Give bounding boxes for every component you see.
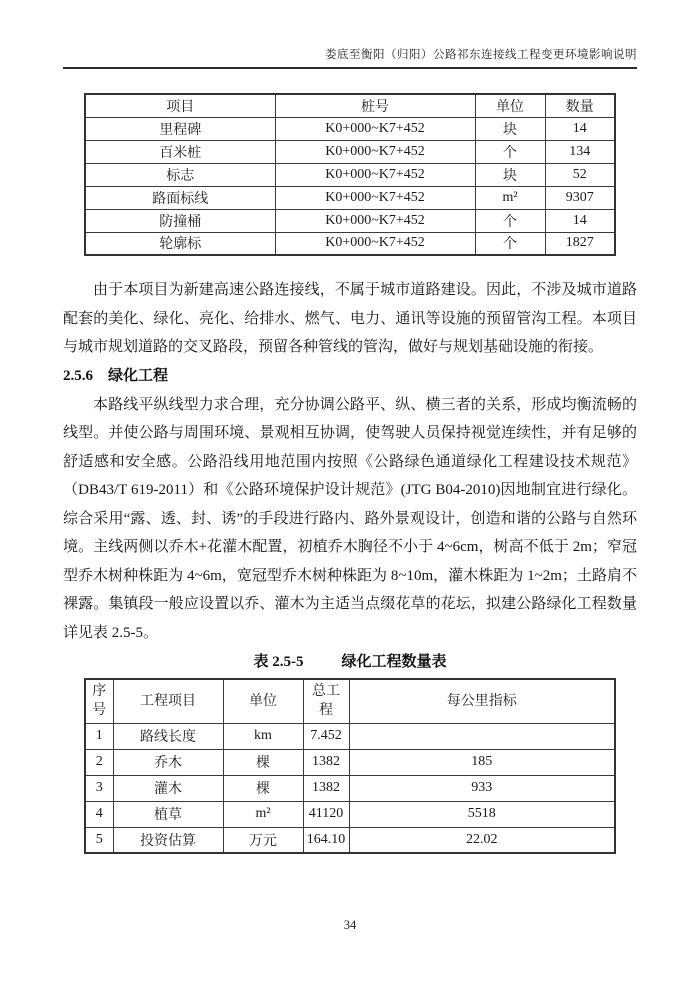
table-cell: 百米桩 xyxy=(85,140,275,163)
column-header: 单位 xyxy=(475,94,545,117)
table-cell: 标志 xyxy=(85,163,275,186)
table-cell: 5518 xyxy=(349,801,615,827)
table-cell: 路线长度 xyxy=(113,723,223,749)
table-header-row xyxy=(85,679,615,723)
column-header: 数量 xyxy=(545,94,615,117)
table-cell: 个 xyxy=(475,140,545,163)
table-cell: 个 xyxy=(475,232,545,255)
column-header: 工程项目 xyxy=(113,679,223,723)
table-cell: K0+000~K7+452 xyxy=(275,140,475,163)
table-cell: 134 xyxy=(545,140,615,163)
paragraph-greening-works: 本路线平纵线型力求合理，充分协调公路平、纵、横三者的关系，形成均衡流畅的线型。并使公路与周围环境、景观相互协调，使驾驶人员保持视觉连续性，并有足够的舒适感和安全感。公路沿线用地范围内按照《公路绿色通道绿化工程建设技术规范》（DB43/T 619-2011）和《公路环境保护设计规范》(JTG B04-2010)因地制宜进行绿化。综合采用“露、透、封、诱”的手段进行路内、路外景观设计，创造和谐的公路与自然环境。主线两侧以乔木+花灌木配置，初植乔木胸径不小于 4~6cm，树高不低于 2m；窄冠型乔木树种株距为 4~6m，宽冠型乔木树种株距为 8~10m，灌木株距为 1~2m；土路肩不裸露。集镇段一般应设置以乔、灌木为主适当点缀花草的花坛，拟建公路绿化工程数量详见表 2.5-5。 xyxy=(63,396,637,641)
table-cell: 灌木 xyxy=(113,775,223,801)
header-title: 娄底至衡阳（归阳）公路祁东连接线工程变更环境影响说明 xyxy=(325,49,637,61)
table-cell: 乔木 xyxy=(113,749,223,775)
table-cell: 路面标线 xyxy=(85,186,275,209)
table-row xyxy=(85,163,615,186)
greening-quantity-table xyxy=(84,678,616,854)
table-row xyxy=(85,209,615,232)
table-cell: 14 xyxy=(545,209,615,232)
table-cell: 185 xyxy=(349,749,615,775)
table-cell: 22.02 xyxy=(349,827,615,853)
signage-quantity-table xyxy=(84,93,616,256)
table-row xyxy=(85,775,615,801)
table-cell: 4 xyxy=(85,801,113,827)
paragraph-municipal-pipeline: 由于本项目为新建高速公路连接线，不属于城市道路建设。因此，不涉及城市道路配套的美化、绿化、亮化、给排水、燃气、电力、通讯等设施的预留管沟工程。本项目与城市规划道路的交叉路段，预留各种管线的管沟，做好与规划基础设施的衔接。 xyxy=(63,282,637,355)
table-cell: K0+000~K7+452 xyxy=(275,163,475,186)
table-cell: 万元 xyxy=(223,827,303,853)
table-cell: 里程碑 xyxy=(85,117,275,140)
table-cell xyxy=(349,723,615,749)
table-cell: km xyxy=(223,723,303,749)
table-row xyxy=(85,117,615,140)
table-cell: m² xyxy=(475,186,545,209)
table-row xyxy=(85,801,615,827)
section-heading xyxy=(63,362,637,391)
table-row xyxy=(85,186,615,209)
table-cell: 防撞桶 xyxy=(85,209,275,232)
column-header: 每公里指标 xyxy=(349,679,615,723)
page-header xyxy=(63,46,637,69)
table-cell: 块 xyxy=(475,163,545,186)
table-cell: m² xyxy=(223,801,303,827)
table-cell: 1382 xyxy=(303,775,349,801)
table-row xyxy=(85,749,615,775)
table-cell: 投资估算 xyxy=(113,827,223,853)
table-cell: 棵 xyxy=(223,775,303,801)
table-row xyxy=(85,723,615,749)
table-cell: 5 xyxy=(85,827,113,853)
table-cell: K0+000~K7+452 xyxy=(275,232,475,255)
table-cell: 1827 xyxy=(545,232,615,255)
table-caption xyxy=(63,650,637,674)
page-content xyxy=(63,93,637,854)
table-row xyxy=(85,827,615,853)
table-cell: 9307 xyxy=(545,186,615,209)
table-row xyxy=(85,232,615,255)
table-caption-title: 绿化工程数量表 xyxy=(341,654,447,670)
table-cell: 棵 xyxy=(223,749,303,775)
table-cell: 7.452 xyxy=(303,723,349,749)
column-header: 项目 xyxy=(85,94,275,117)
column-header: 单位 xyxy=(223,679,303,723)
table-cell: 轮廓标 xyxy=(85,232,275,255)
column-header: 桩号 xyxy=(275,94,475,117)
column-header: 序号 xyxy=(85,679,113,723)
table-cell: K0+000~K7+452 xyxy=(275,209,475,232)
table-cell: 植草 xyxy=(113,801,223,827)
table-cell: 个 xyxy=(475,209,545,232)
table-row xyxy=(85,140,615,163)
table-caption-label: 表 2.5-5 xyxy=(253,654,304,670)
table-cell: 1 xyxy=(85,723,113,749)
table-cell: 14 xyxy=(545,117,615,140)
section-title: 绿化工程 xyxy=(108,367,169,384)
table-cell: 2 xyxy=(85,749,113,775)
table-cell: 933 xyxy=(349,775,615,801)
table-cell: 块 xyxy=(475,117,545,140)
table-cell: 1382 xyxy=(303,749,349,775)
table-cell: 41120 xyxy=(303,801,349,827)
page-number: 34 xyxy=(343,918,357,932)
section-number: 2.5.6 xyxy=(63,367,93,384)
table-cell: K0+000~K7+452 xyxy=(275,186,475,209)
column-header: 总工程 xyxy=(303,679,349,723)
table-cell: 3 xyxy=(85,775,113,801)
table-header-row xyxy=(85,94,615,117)
table-cell: K0+000~K7+452 xyxy=(275,117,475,140)
table-cell: 52 xyxy=(545,163,615,186)
table-cell: 164.10 xyxy=(303,827,349,853)
